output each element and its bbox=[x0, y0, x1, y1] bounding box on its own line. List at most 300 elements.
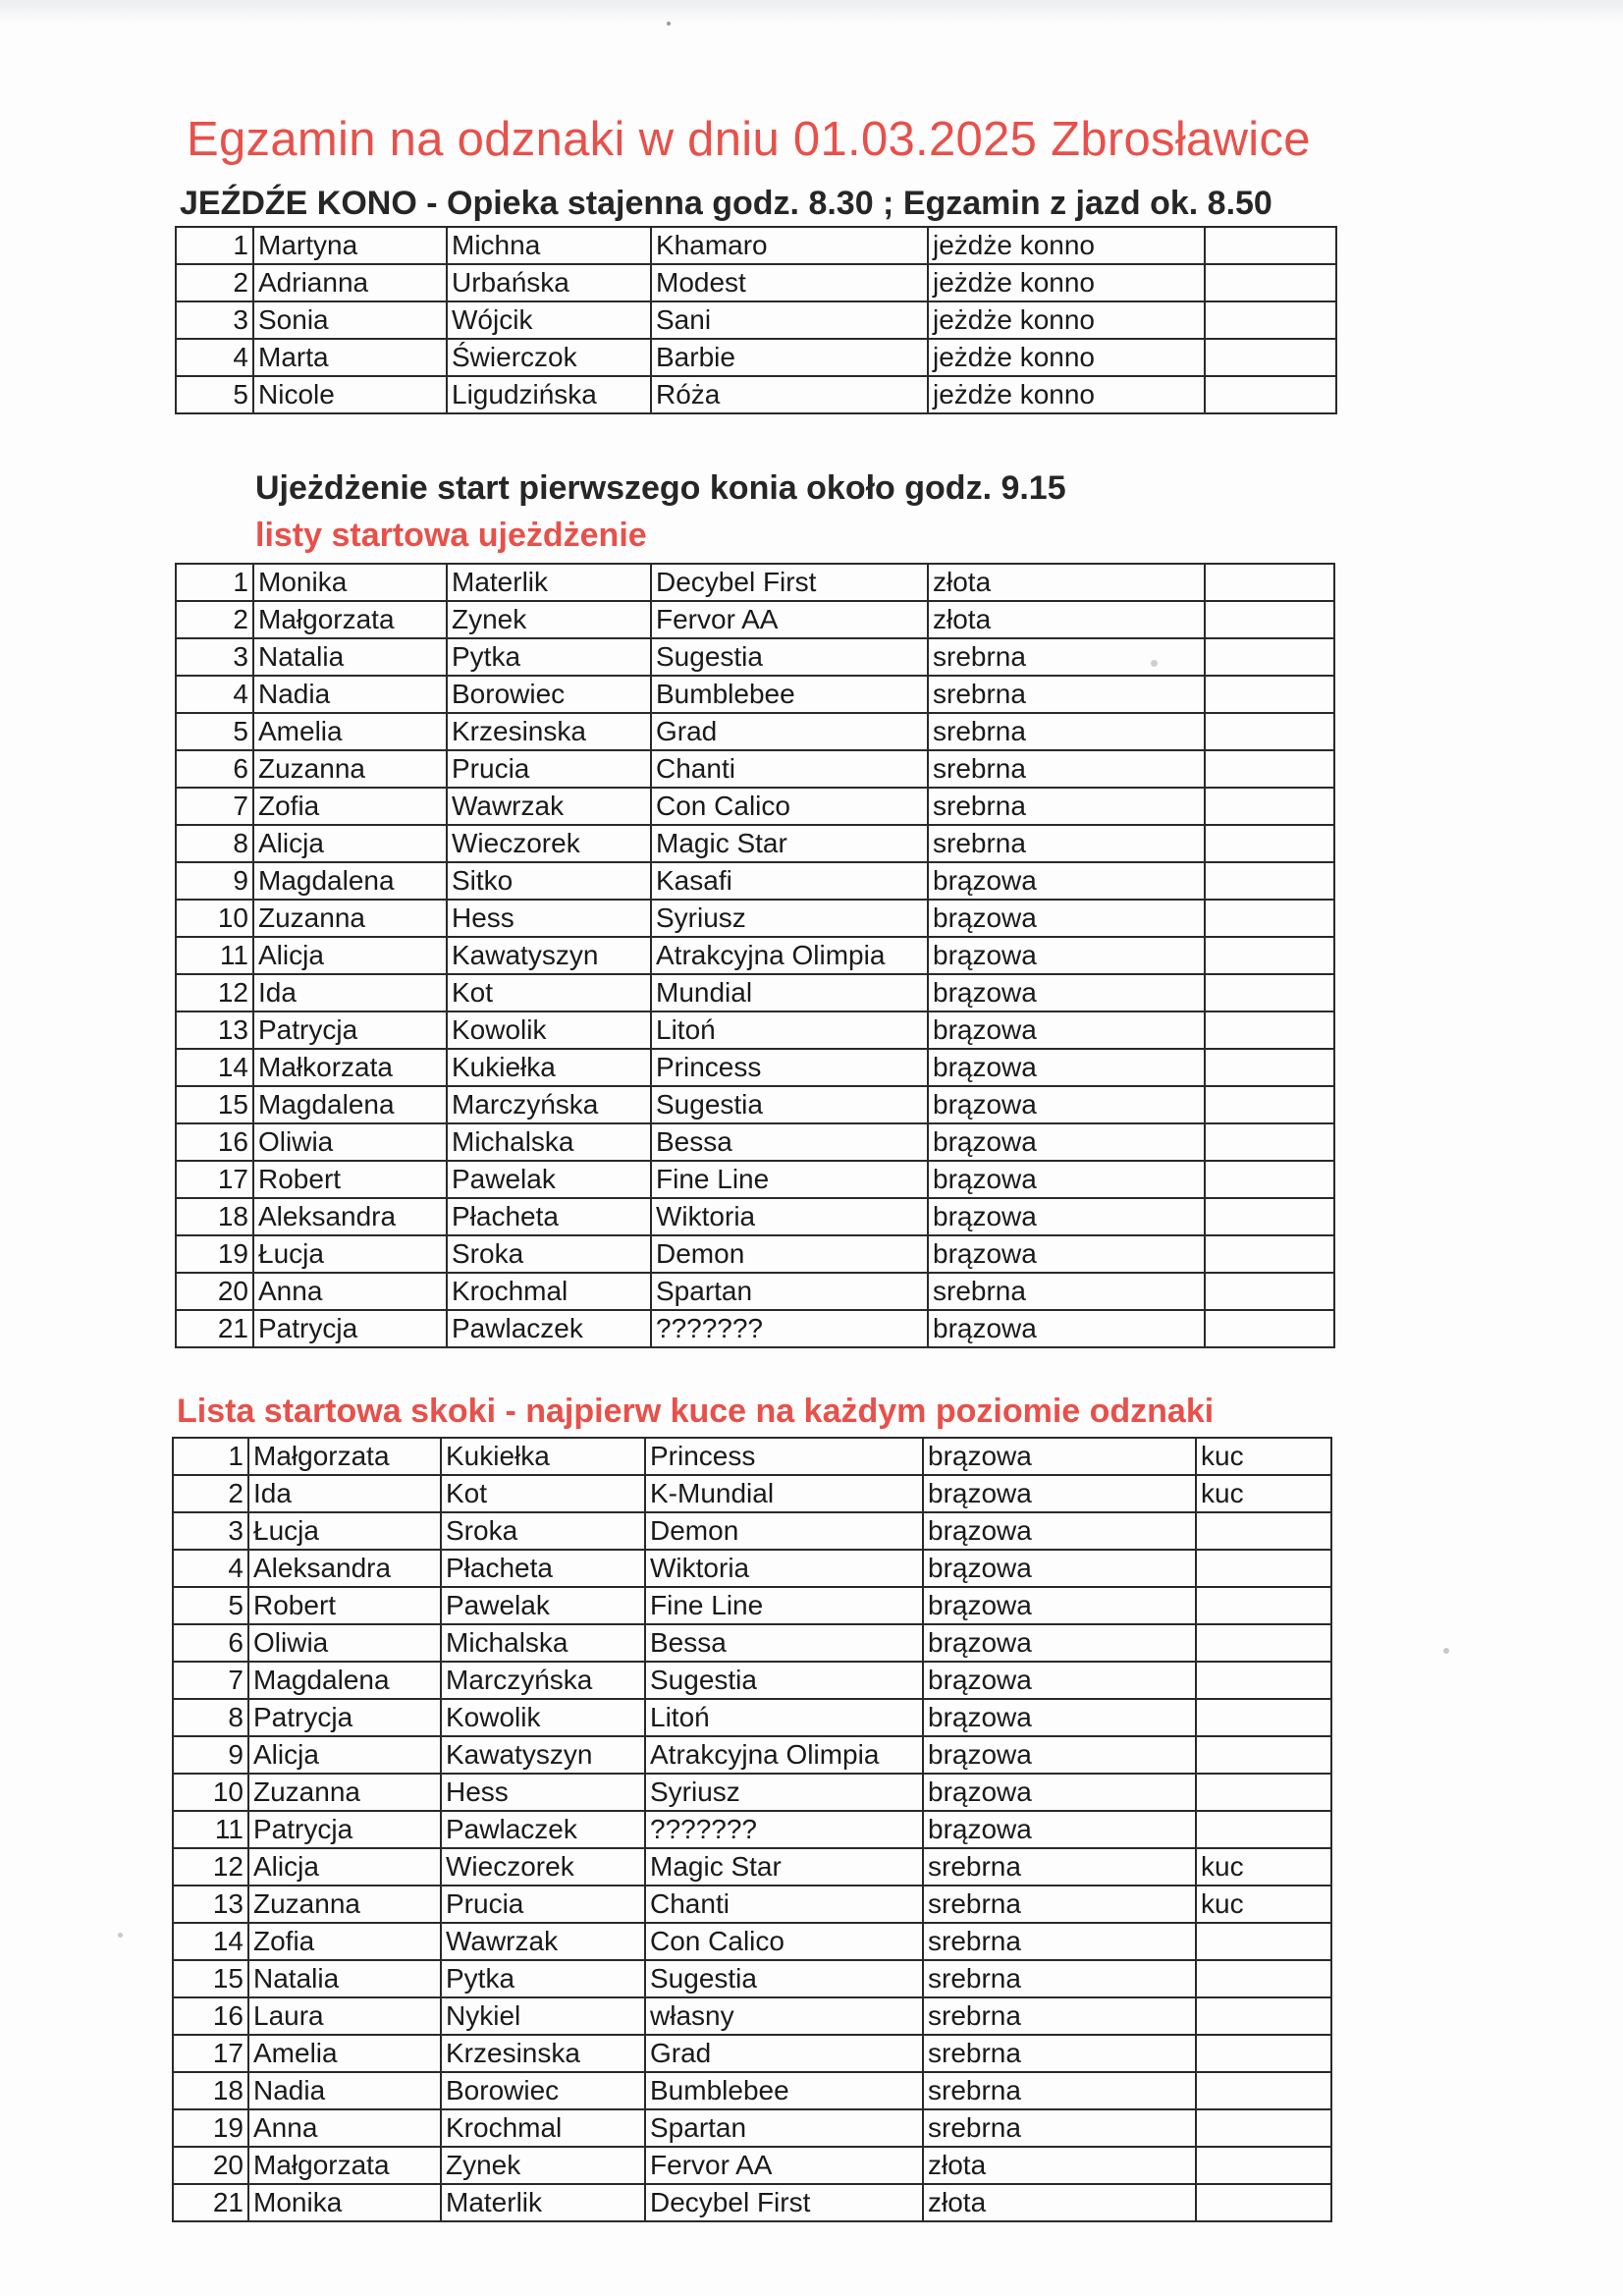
badge-cell: brązowa bbox=[923, 1624, 1196, 1662]
row-number: 1 bbox=[176, 227, 253, 264]
first-name-cell: Zuzanna bbox=[248, 1774, 441, 1811]
first-name-cell: Ida bbox=[253, 974, 447, 1011]
horse-cell: Bessa bbox=[645, 1624, 923, 1662]
badge-cell: srebrna bbox=[923, 2035, 1196, 2072]
table-row bbox=[173, 1587, 1331, 1624]
first-name-cell: Ida bbox=[248, 1475, 441, 1512]
note-cell bbox=[1196, 2072, 1331, 2109]
note-cell bbox=[1196, 1699, 1331, 1736]
last-name-cell: Marczyńska bbox=[441, 1662, 645, 1699]
row-number: 1 bbox=[173, 1438, 248, 1475]
last-name-cell: Wieczorek bbox=[441, 1848, 645, 1886]
table-row bbox=[173, 1886, 1331, 1923]
note-cell bbox=[1196, 1960, 1331, 1997]
note-cell bbox=[1196, 2035, 1331, 2072]
badge-cell: srebrna bbox=[923, 1997, 1196, 2035]
badge-cell: brązowa bbox=[928, 974, 1205, 1011]
first-name-cell: Laura bbox=[248, 1997, 441, 2035]
badge-cell: srebrna bbox=[923, 2072, 1196, 2109]
note-cell bbox=[1205, 974, 1334, 1011]
row-number: 20 bbox=[173, 2147, 248, 2184]
first-name-cell: Magdalena bbox=[253, 1086, 447, 1123]
row-number: 16 bbox=[173, 1997, 248, 2035]
last-name-cell: Sroka bbox=[441, 1512, 645, 1550]
note-cell bbox=[1205, 676, 1334, 713]
row-number: 2 bbox=[173, 1475, 248, 1512]
row-number: 2 bbox=[176, 264, 253, 301]
first-name-cell: Nadia bbox=[248, 2072, 441, 2109]
badge-cell: brązowa bbox=[928, 1310, 1205, 1347]
first-name-cell: Natalia bbox=[248, 1960, 441, 1997]
row-number: 18 bbox=[173, 2072, 248, 2109]
first-name-cell: Robert bbox=[253, 1161, 447, 1198]
last-name-cell: Wawrzak bbox=[447, 788, 651, 825]
last-name-cell: Kot bbox=[441, 1475, 645, 1512]
table-row bbox=[173, 2072, 1331, 2109]
table-row bbox=[173, 1923, 1331, 1960]
row-number: 19 bbox=[176, 1235, 253, 1273]
last-name-cell: Urbańska bbox=[447, 264, 651, 301]
table-row bbox=[176, 937, 1334, 974]
dressage-table bbox=[175, 563, 1335, 1348]
horse-cell: Sugestia bbox=[645, 1960, 923, 1997]
horse-cell: ??????? bbox=[645, 1811, 923, 1848]
table-row bbox=[176, 1011, 1334, 1049]
horse-cell: Litoń bbox=[651, 1011, 928, 1049]
badge-cell: brązowa bbox=[928, 1198, 1205, 1235]
horse-cell: Grad bbox=[651, 713, 928, 750]
horse-cell: Spartan bbox=[645, 2109, 923, 2147]
last-name-cell: Pytka bbox=[441, 1960, 645, 1997]
row-number: 7 bbox=[173, 1662, 248, 1699]
first-name-cell: Małgorzata bbox=[248, 1438, 441, 1475]
horse-cell: Bumblebee bbox=[651, 676, 928, 713]
note-cell bbox=[1205, 1123, 1334, 1161]
last-name-cell: Prucia bbox=[447, 750, 651, 788]
note-cell bbox=[1205, 1049, 1334, 1086]
horse-cell: Barbie bbox=[651, 339, 928, 376]
badge-cell: srebrna bbox=[928, 676, 1205, 713]
first-name-cell: Nicole bbox=[253, 376, 447, 413]
note-cell: kuc bbox=[1196, 1475, 1331, 1512]
table-row bbox=[176, 227, 1336, 264]
table-row bbox=[176, 1086, 1334, 1123]
last-name-cell: Kukiełka bbox=[441, 1438, 645, 1475]
first-name-cell: Monika bbox=[248, 2184, 441, 2221]
row-number: 20 bbox=[176, 1273, 253, 1310]
last-name-cell: Kawatyszyn bbox=[447, 937, 651, 974]
first-name-cell: Oliwia bbox=[248, 1624, 441, 1662]
horse-cell: Magic Star bbox=[651, 825, 928, 862]
note-cell bbox=[1196, 1662, 1331, 1699]
first-name-cell: Łucja bbox=[253, 1235, 447, 1273]
row-number: 5 bbox=[173, 1587, 248, 1624]
note-cell bbox=[1196, 1587, 1331, 1624]
table-row bbox=[176, 676, 1334, 713]
row-number: 17 bbox=[176, 1161, 253, 1198]
horse-cell: Princess bbox=[651, 1049, 928, 1086]
horse-cell: ??????? bbox=[651, 1310, 928, 1347]
table-row bbox=[176, 750, 1334, 788]
horse-cell: Litoń bbox=[645, 1699, 923, 1736]
horse-cell: Chanti bbox=[645, 1886, 923, 1923]
row-number: 11 bbox=[176, 937, 253, 974]
last-name-cell: Płacheta bbox=[441, 1550, 645, 1587]
badge-cell: jeżdże konno bbox=[928, 301, 1205, 339]
horse-cell: Wiktoria bbox=[651, 1198, 928, 1235]
note-cell bbox=[1205, 264, 1336, 301]
dressage-subheading: listy startowa ujeżdżenie bbox=[255, 517, 647, 554]
horse-cell: Róża bbox=[651, 376, 928, 413]
horse-cell: Fervor AA bbox=[651, 601, 928, 638]
riding-heading: JEŹDŹE KONO - Opieka stajenna godz. 8.30 ; Egzamin z jazd ok. 8.50 bbox=[180, 185, 1272, 222]
jumping-table bbox=[172, 1437, 1332, 2222]
note-cell bbox=[1205, 376, 1336, 413]
horse-cell: Mundial bbox=[651, 974, 928, 1011]
note-cell bbox=[1205, 1161, 1334, 1198]
row-number: 15 bbox=[173, 1960, 248, 1997]
first-name-cell: Amelia bbox=[253, 713, 447, 750]
badge-cell: srebrna bbox=[928, 750, 1205, 788]
last-name-cell: Krzesinska bbox=[441, 2035, 645, 2072]
horse-cell: Bumblebee bbox=[645, 2072, 923, 2109]
first-name-cell: Aleksandra bbox=[248, 1550, 441, 1587]
badge-cell: brązowa bbox=[928, 1123, 1205, 1161]
horse-cell: Wiktoria bbox=[645, 1550, 923, 1587]
last-name-cell: Kowolik bbox=[441, 1699, 645, 1736]
badge-cell: srebrna bbox=[923, 1848, 1196, 1886]
first-name-cell: Patrycja bbox=[253, 1310, 447, 1347]
last-name-cell: Krochmal bbox=[441, 2109, 645, 2147]
row-number: 13 bbox=[173, 1886, 248, 1923]
horse-cell: Fine Line bbox=[645, 1587, 923, 1624]
table-row bbox=[176, 601, 1334, 638]
horse-cell: Fine Line bbox=[651, 1161, 928, 1198]
last-name-cell: Materlik bbox=[441, 2184, 645, 2221]
note-cell bbox=[1205, 1273, 1334, 1310]
first-name-cell: Adrianna bbox=[253, 264, 447, 301]
table-row bbox=[176, 1235, 1334, 1273]
horse-cell: Magic Star bbox=[645, 1848, 923, 1886]
badge-cell: brązowa bbox=[923, 1550, 1196, 1587]
first-name-cell: Anna bbox=[253, 1273, 447, 1310]
horse-cell: Spartan bbox=[651, 1273, 928, 1310]
row-number: 1 bbox=[176, 564, 253, 601]
page-title: Egzamin na odznaki w dniu 01.03.2025 Zbrosławice bbox=[187, 113, 1311, 166]
badge-cell: brązowa bbox=[923, 1774, 1196, 1811]
last-name-cell: Hess bbox=[441, 1774, 645, 1811]
note-cell bbox=[1205, 1011, 1334, 1049]
table-row bbox=[176, 638, 1334, 676]
note-cell bbox=[1196, 2109, 1331, 2147]
note-cell bbox=[1196, 2147, 1331, 2184]
last-name-cell: Kowolik bbox=[447, 1011, 651, 1049]
table-row bbox=[176, 301, 1336, 339]
badge-cell: brązowa bbox=[923, 1475, 1196, 1512]
note-cell bbox=[1196, 1997, 1331, 2035]
note-cell: kuc bbox=[1196, 1848, 1331, 1886]
horse-cell: Atrakcyjna Olimpia bbox=[645, 1736, 923, 1774]
scan-speck bbox=[118, 1933, 123, 1938]
first-name-cell: Magdalena bbox=[253, 862, 447, 900]
row-number: 3 bbox=[173, 1512, 248, 1550]
table-row bbox=[173, 1550, 1331, 1587]
last-name-cell: Krzesinska bbox=[447, 713, 651, 750]
note-cell bbox=[1205, 825, 1334, 862]
note-cell bbox=[1205, 937, 1334, 974]
horse-cell: Demon bbox=[651, 1235, 928, 1273]
table-row bbox=[173, 1662, 1331, 1699]
table-row bbox=[176, 564, 1334, 601]
badge-cell: brązowa bbox=[923, 1438, 1196, 1475]
first-name-cell: Alicja bbox=[248, 1848, 441, 1886]
note-cell bbox=[1205, 339, 1336, 376]
table-row bbox=[173, 2109, 1331, 2147]
table-row bbox=[173, 1774, 1331, 1811]
last-name-cell: Pytka bbox=[447, 638, 651, 676]
table-row bbox=[176, 339, 1336, 376]
row-number: 13 bbox=[176, 1011, 253, 1049]
badge-cell: srebrna bbox=[923, 1923, 1196, 1960]
badge-cell: brązowa bbox=[923, 1699, 1196, 1736]
table-row bbox=[176, 1198, 1334, 1235]
horse-cell: Syriusz bbox=[651, 900, 928, 937]
first-name-cell: Alicja bbox=[248, 1736, 441, 1774]
row-number: 9 bbox=[176, 862, 253, 900]
note-cell bbox=[1205, 1198, 1334, 1235]
note-cell bbox=[1205, 1310, 1334, 1347]
badge-cell: brązowa bbox=[928, 1235, 1205, 1273]
row-number: 21 bbox=[176, 1310, 253, 1347]
horse-cell: Demon bbox=[645, 1512, 923, 1550]
first-name-cell: Patrycja bbox=[248, 1811, 441, 1848]
table-row bbox=[176, 264, 1336, 301]
horse-cell: Fervor AA bbox=[645, 2147, 923, 2184]
table-row bbox=[176, 1273, 1334, 1310]
row-number: 8 bbox=[173, 1699, 248, 1736]
last-name-cell: Prucia bbox=[441, 1886, 645, 1923]
note-cell bbox=[1205, 301, 1336, 339]
first-name-cell: Aleksandra bbox=[253, 1198, 447, 1235]
first-name-cell: Małgorzata bbox=[248, 2147, 441, 2184]
note-cell bbox=[1205, 900, 1334, 937]
row-number: 6 bbox=[176, 750, 253, 788]
last-name-cell: Pawlaczek bbox=[441, 1811, 645, 1848]
last-name-cell: Hess bbox=[447, 900, 651, 937]
table-row bbox=[176, 376, 1336, 413]
badge-cell: brązowa bbox=[928, 937, 1205, 974]
last-name-cell: Pawlaczek bbox=[447, 1310, 651, 1347]
note-cell bbox=[1196, 1923, 1331, 1960]
row-number: 4 bbox=[176, 339, 253, 376]
badge-cell: srebrna bbox=[923, 1960, 1196, 1997]
last-name-cell: Krochmal bbox=[447, 1273, 651, 1310]
note-cell bbox=[1205, 564, 1334, 601]
first-name-cell: Zuzanna bbox=[253, 900, 447, 937]
note-cell bbox=[1205, 713, 1334, 750]
first-name-cell: Magdalena bbox=[248, 1662, 441, 1699]
note-cell bbox=[1205, 638, 1334, 676]
row-number: 5 bbox=[176, 376, 253, 413]
first-name-cell: Patrycja bbox=[253, 1011, 447, 1049]
badge-cell: srebrna bbox=[928, 825, 1205, 862]
horse-cell: Kasafi bbox=[651, 862, 928, 900]
first-name-cell: Zofia bbox=[253, 788, 447, 825]
horse-cell: Sugestia bbox=[651, 638, 928, 676]
badge-cell: brązowa bbox=[928, 1011, 1205, 1049]
last-name-cell: Kukiełka bbox=[447, 1049, 651, 1086]
badge-cell: jeżdże konno bbox=[928, 376, 1205, 413]
table-row bbox=[173, 1848, 1331, 1886]
last-name-cell: Wawrzak bbox=[441, 1923, 645, 1960]
last-name-cell: Borowiec bbox=[441, 2072, 645, 2109]
first-name-cell: Monika bbox=[253, 564, 447, 601]
last-name-cell: Wieczorek bbox=[447, 825, 651, 862]
horse-cell: Modest bbox=[651, 264, 928, 301]
last-name-cell: Pawelak bbox=[441, 1587, 645, 1624]
first-name-cell: Sonia bbox=[253, 301, 447, 339]
badge-cell: srebrna bbox=[928, 788, 1205, 825]
row-number: 21 bbox=[173, 2184, 248, 2221]
horse-cell: Atrakcyjna Olimpia bbox=[651, 937, 928, 974]
horse-cell: Decybel First bbox=[651, 564, 928, 601]
row-number: 16 bbox=[176, 1123, 253, 1161]
badge-cell: jeżdże konno bbox=[928, 264, 1205, 301]
last-name-cell: Kawatyszyn bbox=[441, 1736, 645, 1774]
badge-cell: srebrna bbox=[923, 2109, 1196, 2147]
horse-cell: K-Mundial bbox=[645, 1475, 923, 1512]
badge-cell: złota bbox=[928, 601, 1205, 638]
badge-cell: srebrna bbox=[928, 1273, 1205, 1310]
note-cell: kuc bbox=[1196, 1886, 1331, 1923]
note-cell bbox=[1205, 1086, 1334, 1123]
row-number: 9 bbox=[173, 1736, 248, 1774]
note-cell bbox=[1196, 1811, 1331, 1848]
row-number: 4 bbox=[176, 676, 253, 713]
table-row bbox=[173, 1699, 1331, 1736]
table-row bbox=[173, 1811, 1331, 1848]
last-name-cell: Płacheta bbox=[447, 1198, 651, 1235]
horse-cell: Grad bbox=[645, 2035, 923, 2072]
horse-cell: Khamaro bbox=[651, 227, 928, 264]
riding-table bbox=[175, 226, 1337, 414]
table-row bbox=[173, 1960, 1331, 1997]
horse-cell: Sugestia bbox=[645, 1662, 923, 1699]
row-number: 8 bbox=[176, 825, 253, 862]
table-row bbox=[176, 974, 1334, 1011]
badge-cell: srebrna bbox=[928, 713, 1205, 750]
table-row bbox=[173, 1512, 1331, 1550]
row-number: 7 bbox=[176, 788, 253, 825]
first-name-cell: Robert bbox=[248, 1587, 441, 1624]
scan-speck bbox=[667, 22, 671, 26]
row-number: 18 bbox=[176, 1198, 253, 1235]
first-name-cell: Małkorzata bbox=[253, 1049, 447, 1086]
last-name-cell: Borowiec bbox=[447, 676, 651, 713]
last-name-cell: Sitko bbox=[447, 862, 651, 900]
note-cell bbox=[1196, 1736, 1331, 1774]
note-cell bbox=[1196, 1774, 1331, 1811]
horse-cell: Syriusz bbox=[645, 1774, 923, 1811]
row-number: 6 bbox=[173, 1624, 248, 1662]
badge-cell: brązowa bbox=[928, 1161, 1205, 1198]
badge-cell: brązowa bbox=[923, 1736, 1196, 1774]
last-name-cell: Pawelak bbox=[447, 1161, 651, 1198]
first-name-cell: Łucja bbox=[248, 1512, 441, 1550]
last-name-cell: Zynek bbox=[447, 601, 651, 638]
row-number: 14 bbox=[176, 1049, 253, 1086]
badge-cell: brązowa bbox=[923, 1662, 1196, 1699]
row-number: 10 bbox=[176, 900, 253, 937]
dressage-heading: Ujeżdżenie start pierwszego konia około godz. 9.15 bbox=[255, 469, 1066, 507]
horse-cell: własny bbox=[645, 1997, 923, 2035]
badge-cell: złota bbox=[928, 564, 1205, 601]
note-cell bbox=[1205, 862, 1334, 900]
table-row bbox=[176, 788, 1334, 825]
table-row bbox=[173, 2035, 1331, 2072]
first-name-cell: Zuzanna bbox=[253, 750, 447, 788]
badge-cell: brązowa bbox=[923, 1512, 1196, 1550]
horse-cell: Bessa bbox=[651, 1123, 928, 1161]
note-cell bbox=[1205, 1235, 1334, 1273]
row-number: 4 bbox=[173, 1550, 248, 1587]
last-name-cell: Sroka bbox=[447, 1235, 651, 1273]
table-row bbox=[176, 1310, 1334, 1347]
note-cell bbox=[1196, 1512, 1331, 1550]
table-row bbox=[173, 1438, 1331, 1475]
first-name-cell: Martyna bbox=[253, 227, 447, 264]
badge-cell: brązowa bbox=[928, 1049, 1205, 1086]
first-name-cell: Oliwia bbox=[253, 1123, 447, 1161]
row-number: 19 bbox=[173, 2109, 248, 2147]
last-name-cell: Zynek bbox=[441, 2147, 645, 2184]
badge-cell: srebrna bbox=[923, 1886, 1196, 1923]
first-name-cell: Zofia bbox=[248, 1923, 441, 1960]
scan-speck bbox=[1443, 1648, 1449, 1654]
table-row bbox=[173, 2147, 1331, 2184]
badge-cell: srebrna bbox=[928, 638, 1205, 676]
first-name-cell: Anna bbox=[248, 2109, 441, 2147]
horse-cell: Decybel First bbox=[645, 2184, 923, 2221]
table-row bbox=[176, 900, 1334, 937]
badge-cell: brązowa bbox=[928, 1086, 1205, 1123]
row-number: 12 bbox=[176, 974, 253, 1011]
badge-cell: złota bbox=[923, 2147, 1196, 2184]
first-name-cell: Marta bbox=[253, 339, 447, 376]
note-cell bbox=[1196, 1550, 1331, 1587]
row-number: 15 bbox=[176, 1086, 253, 1123]
table-row bbox=[176, 1049, 1334, 1086]
row-number: 10 bbox=[173, 1774, 248, 1811]
first-name-cell: Zuzanna bbox=[248, 1886, 441, 1923]
badge-cell: złota bbox=[923, 2184, 1196, 2221]
first-name-cell: Patrycja bbox=[248, 1699, 441, 1736]
table-row bbox=[176, 713, 1334, 750]
note-cell bbox=[1196, 2184, 1331, 2221]
table-row bbox=[176, 825, 1334, 862]
last-name-cell: Świerczok bbox=[447, 339, 651, 376]
horse-cell: Sugestia bbox=[651, 1086, 928, 1123]
row-number: 5 bbox=[176, 713, 253, 750]
row-number: 17 bbox=[173, 2035, 248, 2072]
badge-cell: jeżdże konno bbox=[928, 339, 1205, 376]
row-number: 2 bbox=[176, 601, 253, 638]
table-row bbox=[176, 1123, 1334, 1161]
badge-cell: brązowa bbox=[923, 1587, 1196, 1624]
last-name-cell: Michalska bbox=[447, 1123, 651, 1161]
row-number: 12 bbox=[173, 1848, 248, 1886]
last-name-cell: Kot bbox=[447, 974, 651, 1011]
